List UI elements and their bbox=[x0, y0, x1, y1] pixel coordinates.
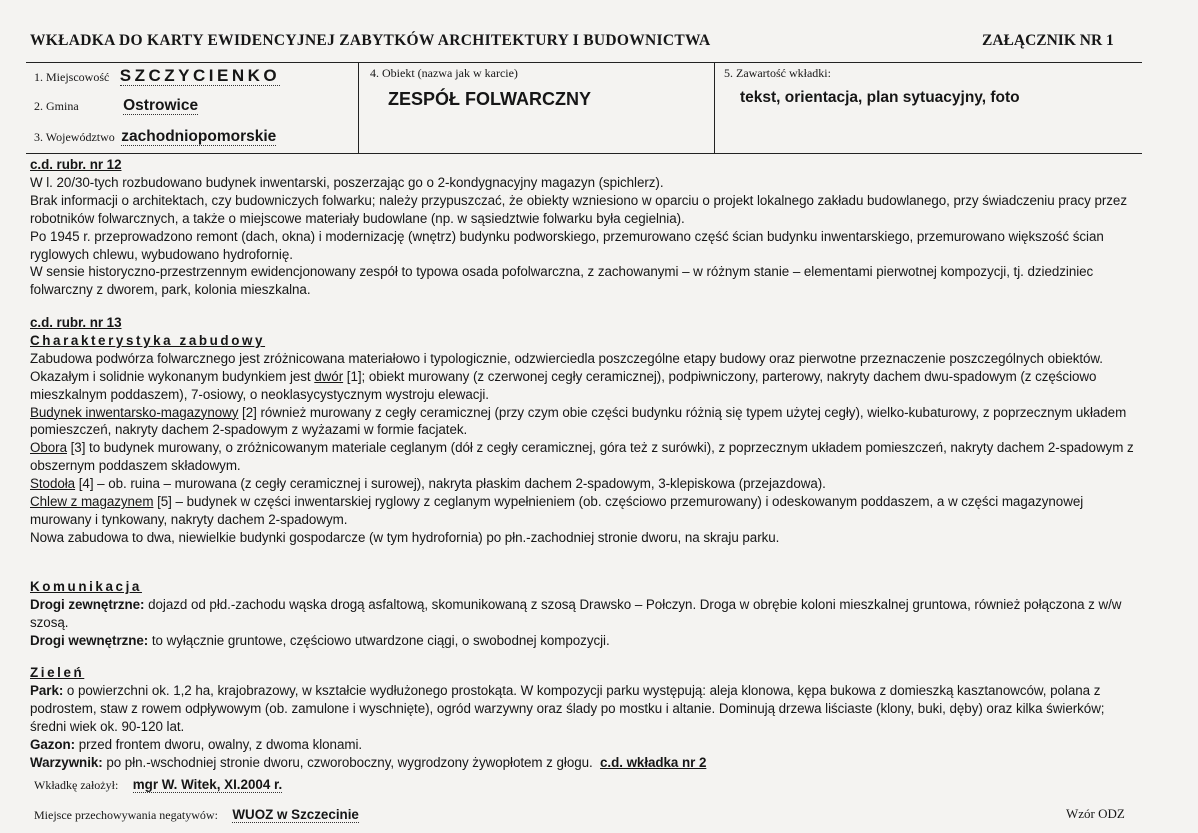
rubr12-paragraph: Brak informacji o architektach, czy budowniczych folwarku; należy przypuszczać, że obiekty wzniesiono w oparciu o projekt lokalnego zakładu budowlanego, przy świadczeniu pracy przez robotników folwarcznych, a także o miejscowe materiały budowlane (np. w sąsiedztwie folwarku była cegielnia). bbox=[30, 192, 1127, 226]
drogi-zewnetrzne-text: dojazd od płd.-zachodu wąska drogą asfaltową, skomunikowaną z szosą Drawsko – Połczyn. Droga w obrębie koloni mieszkalnej gruntowa, również połączona z w/w szosą. bbox=[30, 596, 1122, 630]
obiekt-value: ZESPÓŁ FOLWARCZNY bbox=[388, 89, 592, 109]
komunikacja-heading: Komunikacja bbox=[30, 579, 142, 594]
obora-paragraph bbox=[30, 439, 1138, 475]
author-value: mgr W. Witek, XI.2004 r. bbox=[132, 777, 283, 792]
stodola-paragraph bbox=[30, 475, 1138, 493]
komunikacja-section bbox=[30, 578, 1138, 650]
miejscowosc-label: 1. Miejscowość bbox=[34, 70, 110, 84]
rubr12-section bbox=[30, 156, 1138, 299]
drogi-wewnetrzne-label: Drogi wewnętrzne: bbox=[30, 632, 149, 648]
field-miejscowosc bbox=[34, 66, 354, 86]
zawartosc-label: 5. Zawartość wkładki: bbox=[724, 66, 831, 80]
chlew-paragraph bbox=[30, 493, 1138, 529]
drogi-zewnetrzne-paragraph bbox=[30, 596, 1138, 632]
wojewodztwo-label: 3. Województwo bbox=[34, 130, 115, 144]
rubr13-heading: c.d. rubr. nr 13 bbox=[30, 315, 122, 330]
storage-row bbox=[34, 806, 359, 824]
budynek-paragraph bbox=[30, 404, 1138, 440]
drogi-wewnetrzne-paragraph bbox=[30, 632, 1138, 650]
obora-text: [3] to budynek murowany, o zróżnicowanym materiale ceglanym (dół z cegły ceramicznej, góra też z surówki), z poprzecznym układem pomieszczeń, nakryty dachem 2-spadowym z obszernym poddaszem składowym. bbox=[30, 440, 1134, 474]
stodola-term: Stodoła bbox=[30, 476, 76, 492]
field-wojewodztwo bbox=[34, 128, 354, 146]
budynek-text: [2] również murowany z cegły ceramicznej (przy czym obie części budynku różnią się typem użytej cegły), wielko-kubaturowy, z poprzecznym układem pomieszczeń, nakryty dachem 2-spadowym z wyżazami w formie facjatek. bbox=[30, 404, 1127, 438]
gmina-value: Ostrowice bbox=[123, 97, 199, 114]
rubr13-section bbox=[30, 314, 1138, 547]
obora-term: Obora bbox=[30, 440, 67, 456]
warzywnik-paragraph bbox=[30, 754, 1138, 772]
rubr12-paragraph: W l. 20/30-tych rozbudowano budynek inwentarski, poszerzając go o 2-kondygnacyjny magazyn (spichlerz). bbox=[30, 174, 664, 190]
warzywnik-label: Warzywnik: bbox=[30, 754, 103, 770]
box-top-rule bbox=[26, 62, 1142, 63]
park-paragraph bbox=[30, 682, 1138, 736]
zawartosc-value: tekst, orientacja, plan sytuacyjny, foto bbox=[740, 89, 1020, 106]
park-text: o powierzchni ok. 1,2 ha, krajobrazowy, w kształcie wydłużonego prostokąta. W kompozycji parku występują: aleja klonowa, kępa bukowa z domieszką kasztanowców, polana z podrostem, staw z rowem odpływowym (ob. zamulone i wyschnięte), ogród warzywny oraz ślady po mostku i altanie. Dominują drzewa liściaste (klony, buki, dęby) oraz kilka świerków; średni wiek ok. 90-120 lat. bbox=[30, 682, 1105, 734]
box-divider-1 bbox=[358, 62, 359, 153]
author-label: Wkładkę założył: bbox=[34, 778, 119, 792]
park-label: Park: bbox=[30, 682, 64, 698]
drogi-wewnetrzne-text: to wyłącznie gruntowe, częściowo utwardzone ciągi, o swobodnej kompozycji. bbox=[148, 632, 610, 648]
gazon-text: przed frontem dworu, owalny, z dwoma klonami. bbox=[75, 736, 363, 752]
dwor-paragraph bbox=[30, 368, 1138, 404]
rubr12-heading: c.d. rubr. nr 12 bbox=[30, 157, 122, 172]
stodola-text: [4] – ob. ruina – murowana (z cegły ceramicznej i surowej), nakryta płaskim dachem 2-spadowym, 3-klepiskowa (przejazdowa). bbox=[75, 476, 826, 492]
box-divider-2 bbox=[714, 62, 715, 153]
rubr12-paragraph: Po 1945 r. przeprowadzono remont (dach, okna) i modernizację (wnętrz) budynku podworskiego, przemurowano część ścian budynku inwentarskiego, przemurowano większość ścian ryglowych chlewu, wybudowano hydrofornię. bbox=[30, 228, 1104, 262]
zielen-section bbox=[30, 664, 1138, 771]
storage-label: Miejsce przechowywania negatywów: bbox=[34, 808, 218, 822]
continuation-note: c.d. wkładka nr 2 bbox=[600, 754, 707, 770]
field-gmina bbox=[34, 97, 354, 115]
form-code: Wzór ODZ bbox=[1066, 806, 1125, 821]
dwor-text-a: Okazałym i solidnie wykonanym budynkiem jest bbox=[30, 368, 315, 384]
chlew-term: Chlew z magazynem bbox=[30, 494, 154, 510]
dwor-text-b: [1]; obiekt murowany (z czerwonej cegły ceramicznej), podpiwniczony, parterowy, nakryty dachem dwu-spadowym (z częściowo mieszkalnym poddaszem), 7-osiowy, o neoklasycystycznym wystroju elewacji. bbox=[30, 368, 1097, 402]
nowa-zabudowa-paragraph: Nowa zabudowa to dwa, niewielkie budynki gospodarcze (w tym hydrofornia) po płn.-zachodniej stronie dworu, na skraju parku. bbox=[30, 529, 780, 545]
budynek-term: Budynek inwentarsko-magazynowy bbox=[30, 404, 239, 420]
form-title: WKŁADKA DO KARTY EWIDENCYJNEJ ZABYTKÓW ARCHITEKTURY I BUDOWNICTWA bbox=[30, 32, 711, 49]
gazon-label: Gazon: bbox=[30, 736, 76, 752]
gmina-label: 2. Gmina bbox=[34, 99, 79, 113]
gazon-paragraph bbox=[30, 736, 1138, 754]
box-bottom-rule bbox=[26, 153, 1142, 154]
chlew-text: [5] – budynek w części inwentarskiej ryglowy z ceglanym wypełnieniem (ob. częściowo przemurowany) i odeskowanym poddaszem, a w części magazynowej murowany i tynkowany, nakryty dachem 2-spadowym. bbox=[30, 494, 1084, 527]
annex-number: ZAŁĄCZNIK NR 1 bbox=[982, 32, 1114, 49]
rubr12-paragraph: W sensie historyczno-przestrzennym ewidencjonowany zespół to typowa osada pofolwarczna, z zachowanymi – w różnym stanie – elementami pierwotnej kompozycji, tj. dziedziniec folwarczny z dworem, park, kolonia mieszkalna. bbox=[30, 264, 1094, 298]
zabudowa-paragraph: Zabudowa podwórza folwarcznego jest zróżnicowana materiałowo i typologicznie, odzwierciedla poszczególne etapy budowy oraz pierwotne przeznaczenie poszczególnych obiektów. bbox=[30, 350, 1103, 366]
warzywnik-text: po płn.-wschodniej stronie dworu, czworoboczny, wygrodzony żywopłotem z głogu. bbox=[102, 754, 593, 770]
author-row bbox=[34, 776, 282, 794]
miejscowosc-value: SZCZYCIENKO bbox=[119, 66, 281, 85]
drogi-zewnetrzne-label: Drogi zewnętrzne: bbox=[30, 596, 145, 612]
wojewodztwo-value: zachodniopomorskie bbox=[121, 128, 277, 145]
storage-value: WUOZ w Szczecinie bbox=[232, 807, 359, 822]
dwor-term: dwór bbox=[314, 368, 344, 384]
obiekt-label: 4. Obiekt (nazwa jak w karcie) bbox=[370, 66, 518, 80]
zielen-heading: Zieleń bbox=[30, 665, 85, 680]
zabudowa-heading: Charakterystyka zabudowy bbox=[30, 332, 266, 348]
